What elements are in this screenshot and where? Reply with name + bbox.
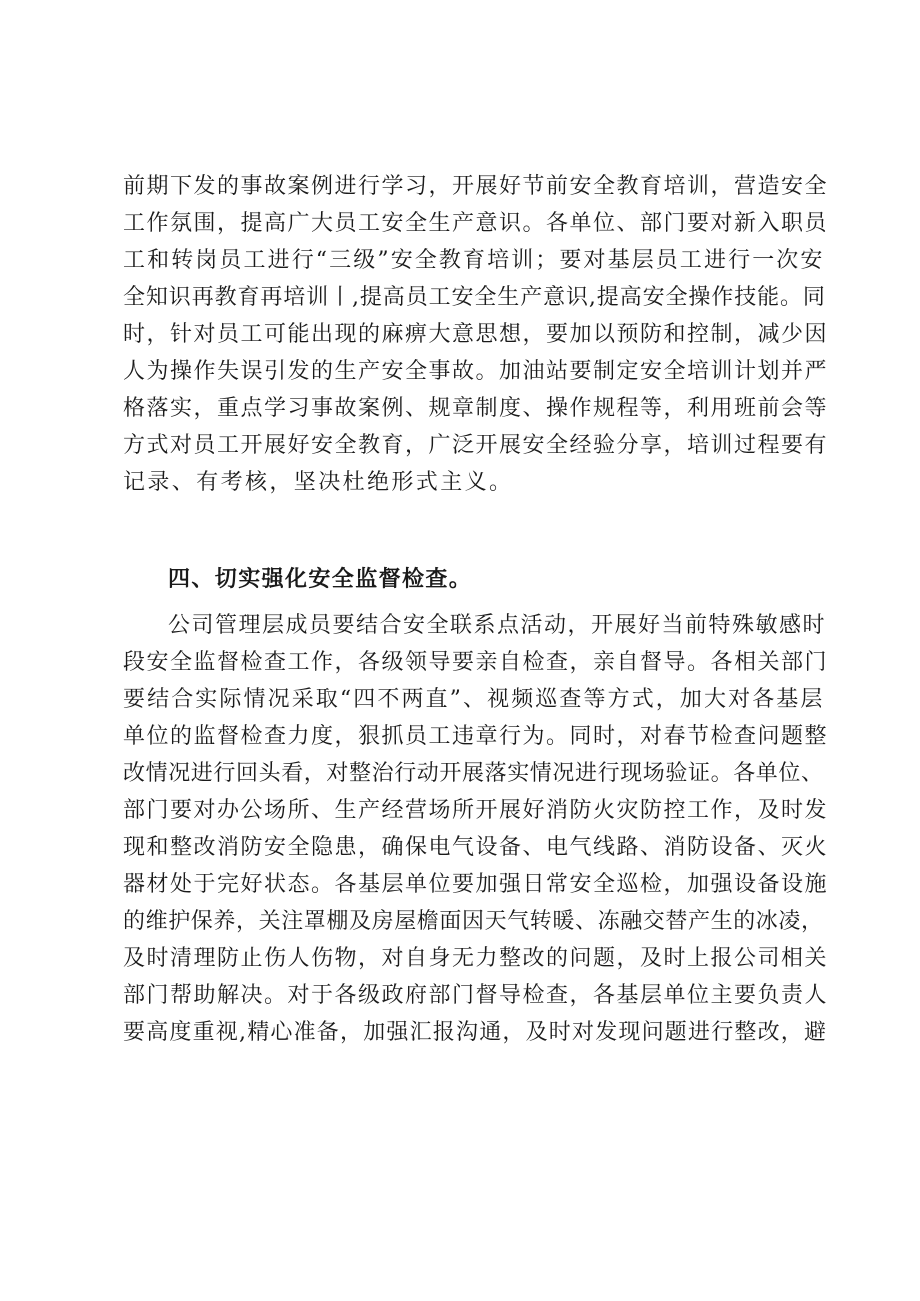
paragraph-line: 部门帮助解决。对于各级政府部门督导检查，各基层单位主要负责人 bbox=[123, 983, 829, 1008]
paragraph-line: 格落实，重点学习事故案例、规章制度、操作规程等，利用班前会等 bbox=[123, 396, 829, 421]
paragraph-line: 记录、有考核，坚决杜绝形式主义。 bbox=[123, 470, 514, 495]
paragraph-line: 的维护保养，关注罩棚及房屋檐面因天气转暖、冻融交替产生的冰凌， bbox=[123, 909, 824, 934]
paragraph-line: 方式对员工开展好安全教育，广泛开展安全经验分享，培训过程要有 bbox=[123, 433, 829, 458]
paragraph-line: 人为操作失误引发的生产安全事故。加油站要制定安全培训计划并严 bbox=[123, 359, 829, 384]
paragraph-line: 器材处于完好状态。各基层单位要加强日常安全巡检，加强设备设施 bbox=[123, 872, 829, 897]
paragraph-line: 现和整改消防安全隐患，确保电气设备、电气线路、消防设备、灭火 bbox=[123, 835, 829, 860]
paragraph-line: 部门要对办公场所、生产经营场所开展好消防火灾防控工作，及时发 bbox=[123, 798, 829, 823]
paragraph-line: 工作氛围，提高广大员工安全生产意识。各单位、部门要对新入职员 bbox=[123, 211, 829, 236]
paragraph-line: 要高度重视,精心准备，加强汇报沟通，及时对发现问题进行整改，避 bbox=[123, 1020, 828, 1045]
paragraph-line: 公司管理层成员要结合安全联系点活动，开展好当前特殊敏感时 bbox=[168, 613, 827, 638]
paragraph-line: 时，针对员工可能出现的麻痹大意思想，要加以预防和控制，减少因 bbox=[123, 322, 829, 347]
paragraph-line: 单位的监督检查力度，狠抓员工违章行为。同时，对春节检查问题整 bbox=[123, 724, 829, 749]
paragraph-line: 及时清理防止伤人伤物，对自身无力整改的问题，及时上报公司相关 bbox=[123, 946, 829, 971]
paragraph-line: 段安全监督检查工作，各级领导要亲自检查，亲自督导。各相关部门 bbox=[123, 650, 829, 675]
paragraph-line: 前期下发的事故案例进行学习，开展好节前安全教育培训，营造安全 bbox=[123, 174, 829, 199]
paragraph-line: 工和转岗员工进行“三级”安全教育培训；要对基层员工进行一次安 bbox=[123, 248, 825, 273]
section-heading: 四、切实强化安全监督检查。 bbox=[168, 567, 473, 592]
paragraph-line: 改情况进行回头看，对整治行动开展落实情况进行现场验证。各单位、 bbox=[123, 761, 824, 786]
paragraph-line: 要结合实际情况采取“四不两直”、视频巡查等方式，加大对各基层 bbox=[123, 687, 825, 712]
paragraph-line: 全知识再教育再培训丨,提高员工安全生产意识,提高安全操作技能。同 bbox=[123, 285, 826, 310]
